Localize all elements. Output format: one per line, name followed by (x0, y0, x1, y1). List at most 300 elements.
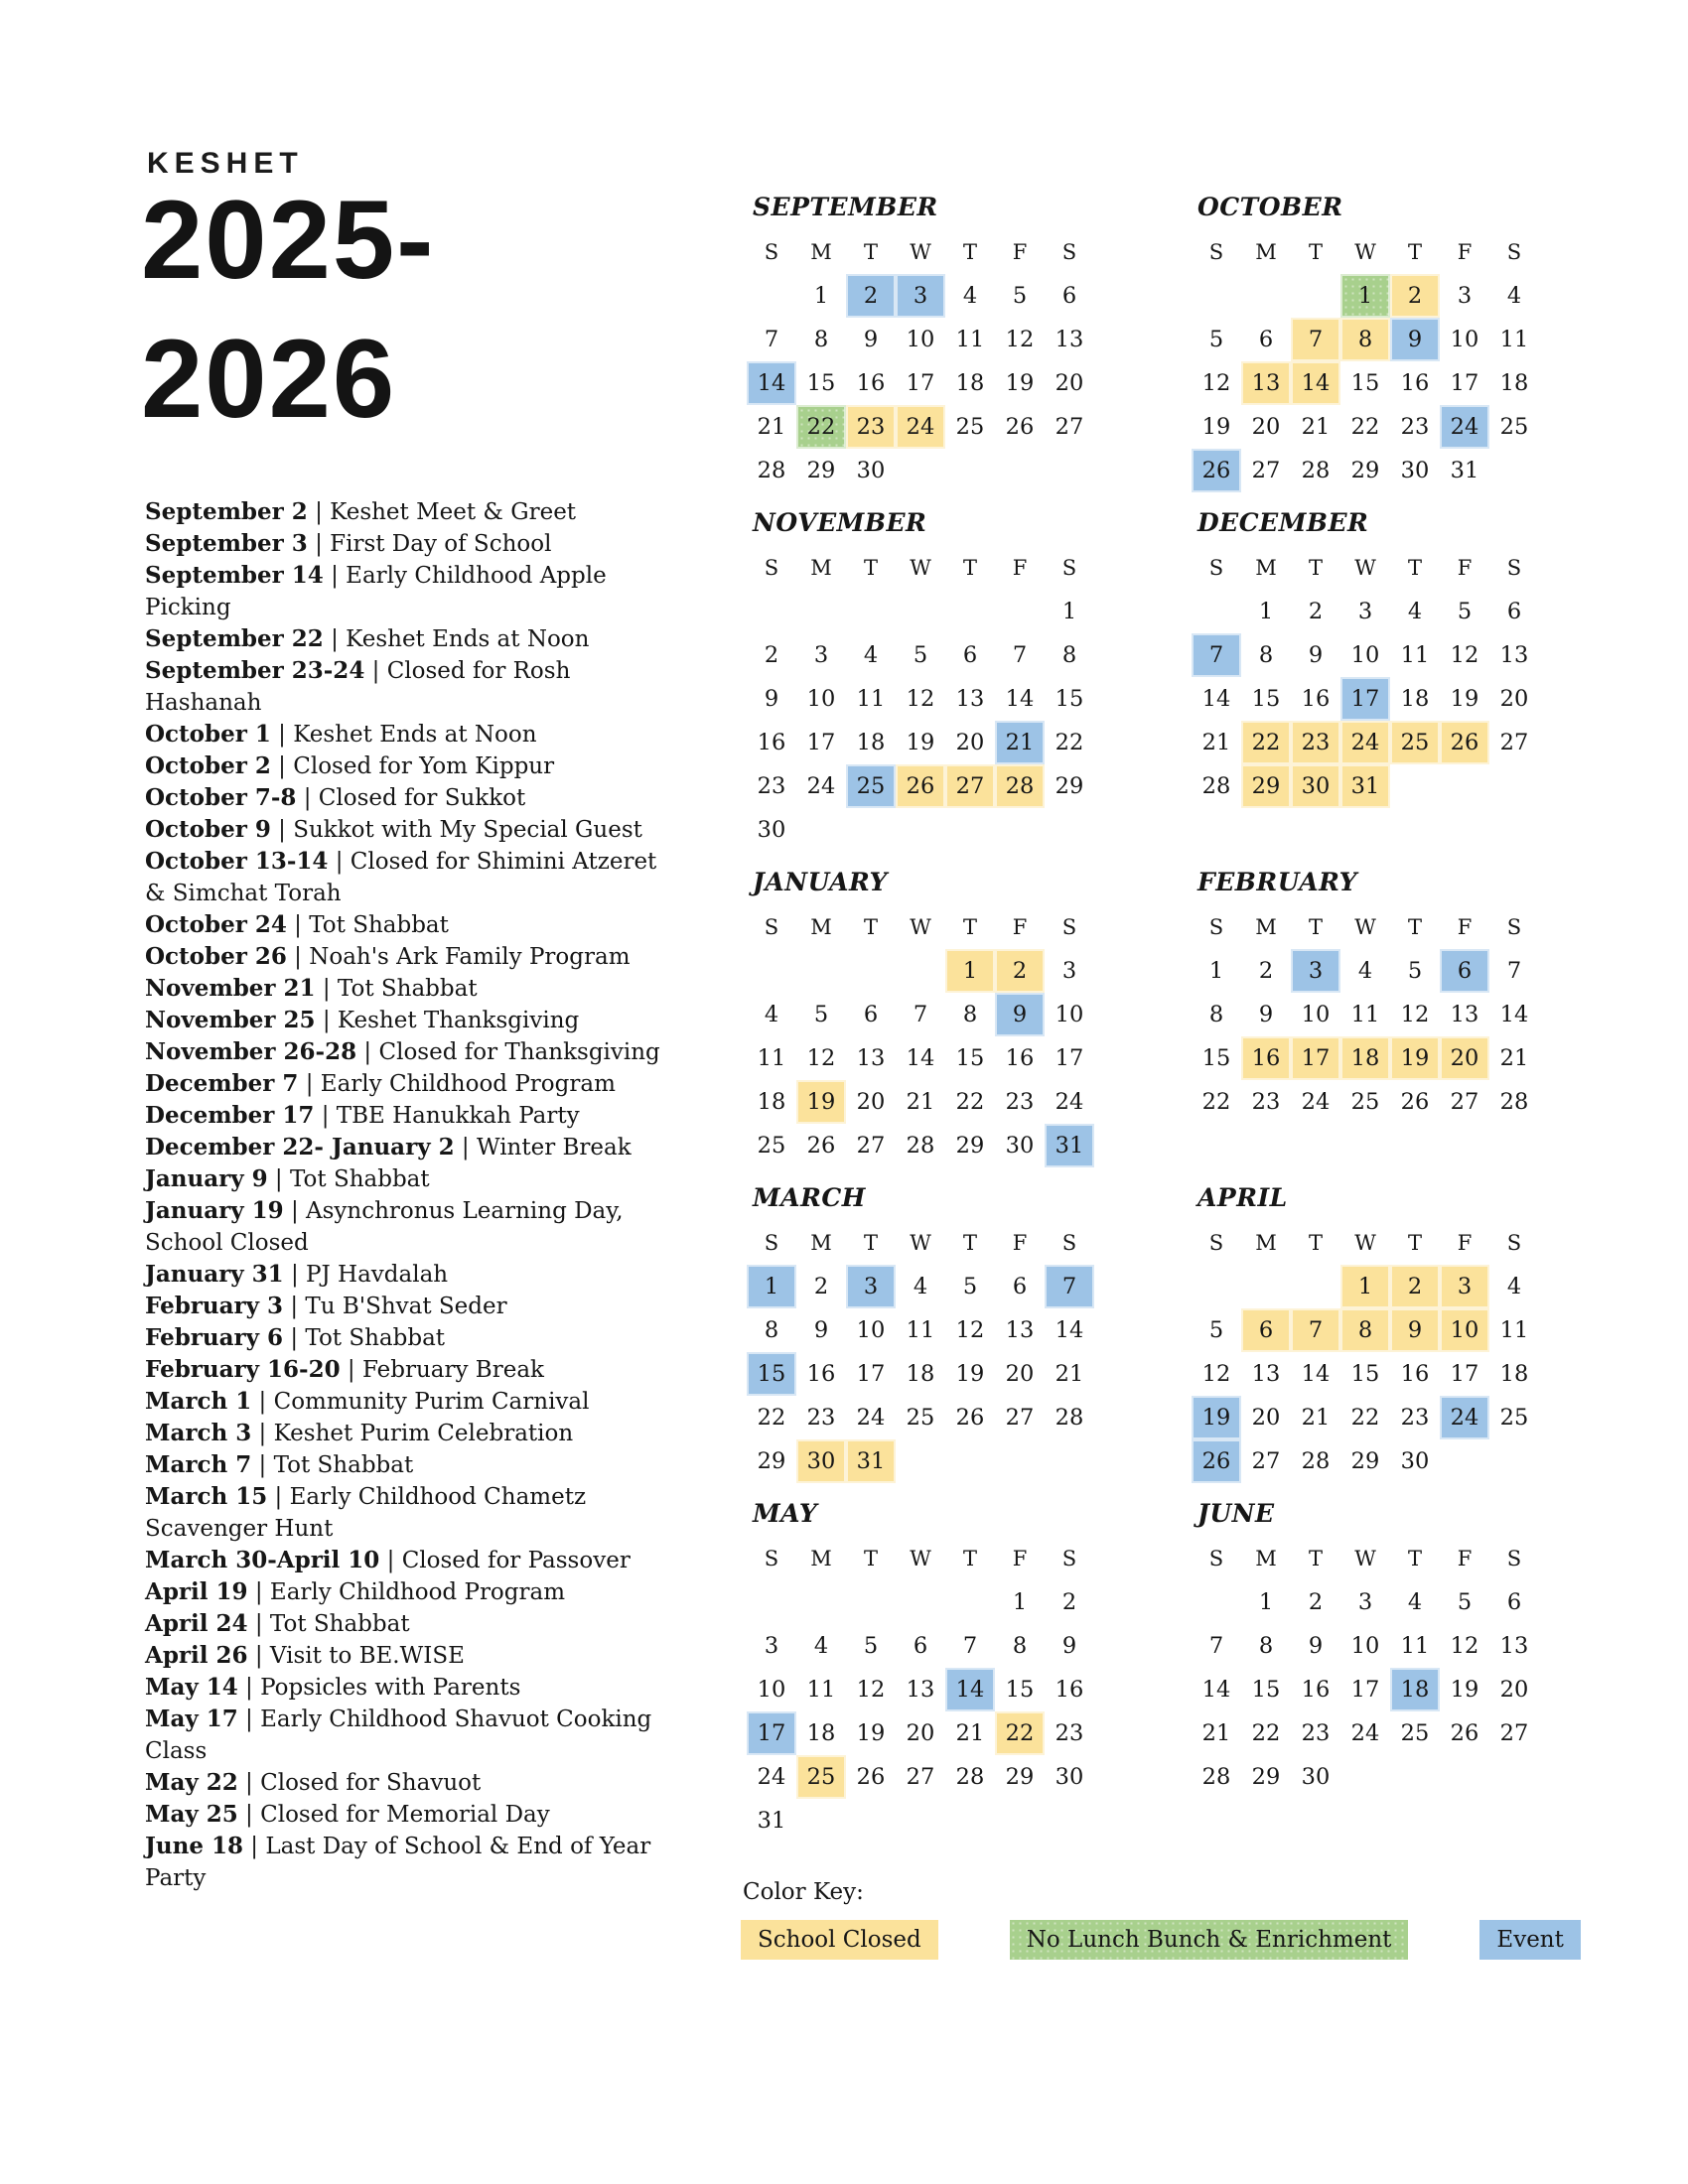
day-cell: 3 (1061, 958, 1077, 984)
event-title: Keshet Thanksgiving (337, 1008, 580, 1033)
event-separator: | (454, 1135, 477, 1160)
calendar-grid (747, 193, 1539, 1843)
month-grid (1192, 905, 1539, 1124)
weekday-header: S (764, 915, 779, 939)
weekday-header: F (1012, 1231, 1028, 1255)
day-cell: 11 (955, 327, 985, 352)
day-cell: 9 (1308, 1633, 1324, 1659)
day-cell: 3 (1291, 949, 1340, 993)
day-cell: 20 (955, 730, 985, 755)
day-cell: 26 (856, 1764, 886, 1790)
event-title: Tu B'Shvat Seder (305, 1294, 507, 1319)
day-cell: 30 (1291, 764, 1340, 808)
month-june (1192, 1499, 1539, 1843)
day-cell: 14 (1201, 686, 1231, 712)
day-cell: 28 (1055, 1405, 1084, 1431)
weekday-header: S (1208, 1547, 1224, 1570)
day-cell: 3 (846, 1265, 896, 1308)
event-date: December 17 (145, 1102, 315, 1129)
weekday-header: S (1506, 1547, 1522, 1570)
event-title: Closed for Passover (401, 1548, 631, 1573)
day-cell: 13 (1055, 327, 1084, 352)
day-cell: 11 (1400, 642, 1430, 668)
day-cell: 13 (1499, 642, 1529, 668)
day-cell: 26 (1005, 414, 1035, 440)
day-cell: 25 (757, 1133, 786, 1159)
weekday-header: M (810, 1231, 832, 1255)
month-grid (747, 1537, 1094, 1843)
day-cell: 21 (1201, 1720, 1231, 1746)
day-cell: 5 (1407, 958, 1423, 984)
weekday-header: M (1255, 1547, 1277, 1570)
day-cell: 8 (1340, 318, 1390, 361)
day-cell: 4 (913, 1274, 928, 1299)
day-cell: 1 (1258, 1589, 1274, 1615)
day-cell: 18 (906, 1361, 935, 1387)
event-separator: | (307, 531, 331, 557)
event-item (145, 1831, 669, 1894)
event-item (145, 1386, 669, 1418)
day-cell: 12 (806, 1045, 836, 1071)
day-cell: 3 (813, 642, 829, 668)
event-date: February 3 (145, 1293, 284, 1319)
event-title: Tot Shabbat (273, 1452, 414, 1478)
event-date: October 26 (145, 943, 287, 970)
weekday-header: T (863, 915, 878, 939)
day-cell: 11 (757, 1045, 786, 1071)
month-grid (747, 1221, 1094, 1483)
weekday-header: T (863, 556, 878, 580)
day-cell: 14 (747, 361, 796, 405)
day-cell: 28 (757, 458, 786, 483)
event-item (145, 1767, 669, 1799)
event-separator: | (340, 1357, 362, 1383)
event-title: Closed for Rosh Hashanah (145, 658, 571, 716)
day-cell: 16 (1241, 1036, 1291, 1080)
day-cell: 19 (796, 1080, 846, 1124)
day-cell: 14 (1201, 1677, 1231, 1703)
day-cell: 30 (757, 817, 786, 843)
event-item (145, 1163, 669, 1195)
empty-cell (796, 1580, 846, 1624)
day-cell: 1 (1258, 599, 1274, 624)
day-cell: 3 (1440, 1265, 1489, 1308)
event-separator: | (270, 753, 294, 779)
day-cell: 10 (757, 1677, 786, 1703)
day-cell: 6 (863, 1002, 879, 1027)
day-cell: 16 (806, 1361, 836, 1387)
day-cell: 24 (806, 773, 836, 799)
event-title: First Day of School (330, 531, 552, 557)
empty-cell (796, 590, 846, 633)
day-cell: 6 (1258, 327, 1274, 352)
day-cell: 9 (1258, 1002, 1274, 1027)
event-title: Early Childhood Program (269, 1579, 566, 1605)
event-title: Early Childhood Shavuot Cooking Class (145, 1706, 652, 1764)
day-cell: 29 (757, 1448, 786, 1474)
event-separator: | (296, 785, 319, 811)
event-date: September 14 (145, 562, 324, 589)
day-cell: 10 (1450, 327, 1479, 352)
event-date: October 7-8 (145, 784, 297, 811)
event-title: PJ Havdalah (306, 1262, 449, 1288)
day-cell: 7 (764, 327, 779, 352)
year-line-2: 2026 (141, 317, 397, 441)
event-title: Closed for Memorial Day (260, 1802, 550, 1828)
event-date: October 24 (145, 911, 287, 938)
month-january (747, 868, 1094, 1167)
event-item (145, 528, 669, 560)
day-cell: 28 (995, 764, 1045, 808)
event-item (145, 1005, 669, 1036)
day-cell: 20 (856, 1089, 886, 1115)
day-cell: 23 (1400, 1405, 1430, 1431)
event-date: September 3 (145, 530, 308, 557)
day-cell: 27 (1005, 1405, 1035, 1431)
event-title: Keshet Meet & Greet (330, 499, 577, 525)
event-title: Tot Shabbat (337, 976, 478, 1002)
day-cell: 8 (1258, 1633, 1274, 1659)
day-cell: 21 (1301, 1405, 1331, 1431)
weekday-header: F (1457, 556, 1473, 580)
day-cell: 10 (906, 327, 935, 352)
empty-cell (945, 590, 995, 633)
empty-cell (896, 1580, 945, 1624)
day-cell: 1 (1340, 1265, 1390, 1308)
event-date: December 22- January 2 (145, 1134, 455, 1160)
day-cell: 14 (945, 1668, 995, 1711)
day-cell: 16 (856, 370, 886, 396)
day-cell: 21 (1055, 1361, 1084, 1387)
weekday-header: S (1061, 240, 1077, 264)
event-date: May 25 (145, 1801, 238, 1828)
day-cell: 3 (1457, 283, 1473, 309)
event-title: Early Childhood Program (320, 1071, 616, 1097)
empty-cell (1192, 590, 1241, 633)
day-cell: 31 (757, 1808, 786, 1834)
day-cell: 21 (1201, 730, 1231, 755)
day-cell: 6 (913, 1633, 928, 1659)
day-cell: 30 (1055, 1764, 1084, 1790)
weekday-header: T (863, 1231, 878, 1255)
empty-cell (1192, 1580, 1241, 1624)
month-title: JANUARY (753, 868, 888, 896)
day-cell: 10 (1301, 1002, 1331, 1027)
day-cell: 27 (1251, 1448, 1281, 1474)
day-cell: 30 (856, 458, 886, 483)
month-title: NOVEMBER (753, 508, 927, 537)
event-separator: | (364, 658, 387, 684)
day-cell: 18 (757, 1089, 786, 1115)
day-cell: 23 (1055, 1720, 1084, 1746)
month-title: OCTOBER (1197, 193, 1343, 221)
event-title: Keshet Ends at Noon (346, 626, 590, 652)
day-cell: 8 (1258, 642, 1274, 668)
event-item (145, 1259, 669, 1291)
day-cell: 14 (906, 1045, 935, 1071)
weekday-header: S (1061, 915, 1077, 939)
month-grid (747, 905, 1094, 1167)
day-cell: 4 (1357, 958, 1373, 984)
weekday-header: M (1255, 240, 1277, 264)
weekday-header: S (1208, 240, 1224, 264)
event-title: Tot Shabbat (269, 1611, 410, 1637)
event-separator: | (307, 499, 331, 525)
day-cell: 22 (1241, 721, 1291, 764)
day-cell: 15 (1251, 686, 1281, 712)
day-cell: 30 (1400, 1448, 1430, 1474)
color-key (741, 1920, 1581, 1960)
day-cell: 27 (1499, 730, 1529, 755)
day-cell: 4 (1407, 599, 1423, 624)
day-cell: 29 (1350, 458, 1380, 483)
day-cell: 23 (806, 1405, 836, 1431)
day-cell: 29 (1241, 764, 1291, 808)
event-item (145, 1132, 669, 1163)
day-cell: 23 (757, 773, 786, 799)
day-cell: 31 (1340, 764, 1390, 808)
weekday-header: W (910, 915, 931, 939)
event-item (145, 1608, 669, 1640)
event-date: March 30-April 10 (145, 1547, 380, 1573)
event-item (145, 1545, 669, 1576)
weekday-header: M (810, 240, 832, 264)
event-title: Early Childhood Apple Picking (145, 563, 607, 620)
day-cell: 25 (1350, 1089, 1380, 1115)
event-item (145, 1799, 669, 1831)
event-title: Sukkot with My Special Guest (293, 817, 642, 843)
day-cell: 26 (1450, 1720, 1479, 1746)
event-separator: | (242, 1834, 266, 1859)
day-cell: 20 (1499, 1677, 1529, 1703)
empty-cell (1291, 1265, 1340, 1308)
empty-cell (1241, 274, 1291, 318)
weekday-header: T (962, 1231, 977, 1255)
event-separator: | (283, 1325, 306, 1351)
day-cell: 15 (747, 1352, 796, 1396)
day-cell: 28 (955, 1764, 985, 1790)
event-title: Keshet Ends at Noon (293, 722, 537, 748)
empty-cell (1241, 1265, 1291, 1308)
weekday-header: M (1255, 556, 1277, 580)
day-cell: 7 (1291, 318, 1340, 361)
day-cell: 27 (1055, 414, 1084, 440)
empty-cell (846, 590, 896, 633)
day-cell: 19 (906, 730, 935, 755)
day-cell: 19 (1201, 414, 1231, 440)
weekday-header: M (810, 556, 832, 580)
month-march (747, 1183, 1094, 1483)
day-cell: 25 (796, 1755, 846, 1799)
weekday-header: M (810, 915, 832, 939)
day-cell: 26 (1440, 721, 1489, 764)
day-cell: 4 (1506, 1274, 1522, 1299)
event-item (145, 655, 669, 719)
weekday-header: S (1061, 556, 1077, 580)
day-cell: 19 (1192, 1396, 1241, 1439)
weekday-header: F (1457, 915, 1473, 939)
event-separator: | (247, 1643, 270, 1669)
weekday-header: T (863, 240, 878, 264)
event-title: Tot Shabbat (290, 1166, 430, 1192)
event-separator: | (328, 849, 351, 875)
day-cell: 15 (955, 1045, 985, 1071)
event-title: Closed for Thanksgiving (378, 1039, 660, 1065)
event-date: April 26 (145, 1642, 248, 1669)
event-title: Winter Break (476, 1135, 632, 1160)
event-date: March 3 (145, 1420, 252, 1446)
event-date: September 2 (145, 498, 308, 525)
day-cell: 12 (856, 1677, 886, 1703)
event-title: Noah's Ark Family Program (309, 944, 631, 970)
day-cell: 8 (813, 327, 829, 352)
key-swatch-nlb: No Lunch Bunch & Enrichment (1010, 1920, 1409, 1960)
weekday-header: T (1308, 1231, 1323, 1255)
weekday-header: S (1208, 915, 1224, 939)
day-cell: 1 (1340, 274, 1390, 318)
day-cell: 18 (1390, 1668, 1440, 1711)
day-cell: 22 (955, 1089, 985, 1115)
empty-cell (747, 1580, 796, 1624)
day-cell: 24 (1340, 721, 1390, 764)
weekday-header: S (764, 1231, 779, 1255)
day-cell: 12 (1450, 642, 1479, 668)
day-cell: 25 (846, 764, 896, 808)
event-date: October 1 (145, 721, 271, 748)
day-cell: 1 (945, 949, 995, 993)
day-cell: 22 (757, 1405, 786, 1431)
day-cell: 4 (962, 283, 978, 309)
event-separator: | (247, 1579, 270, 1605)
color-key-label: Color Key: (743, 1879, 864, 1905)
weekday-header: T (1407, 915, 1422, 939)
day-cell: 18 (806, 1720, 836, 1746)
day-cell: 26 (806, 1133, 836, 1159)
day-cell: 13 (856, 1045, 886, 1071)
event-separator: | (270, 817, 294, 843)
event-date: January 31 (145, 1261, 284, 1288)
day-cell: 4 (764, 1002, 779, 1027)
month-november (747, 508, 1094, 852)
day-cell: 29 (1251, 1764, 1281, 1790)
event-date: April 19 (145, 1578, 248, 1605)
day-cell: 27 (1499, 1720, 1529, 1746)
day-cell: 7 (1192, 633, 1241, 677)
event-separator: | (379, 1548, 402, 1573)
day-cell: 9 (813, 1317, 829, 1343)
event-separator: | (237, 1770, 261, 1796)
month-title: SEPTEMBER (753, 193, 938, 221)
event-separator: | (247, 1611, 270, 1637)
event-item (145, 1418, 669, 1449)
empty-cell (846, 1580, 896, 1624)
weekday-header: W (910, 1231, 931, 1255)
day-cell: 2 (1390, 1265, 1440, 1308)
day-cell: 15 (1350, 1361, 1380, 1387)
day-cell: 20 (906, 1720, 935, 1746)
event-date: March 1 (145, 1388, 252, 1415)
empty-cell (747, 274, 796, 318)
day-cell: 6 (1012, 1274, 1028, 1299)
day-cell: 18 (955, 370, 985, 396)
month-title: MAY (753, 1499, 818, 1528)
weekday-header: F (1012, 556, 1028, 580)
weekday-header: F (1012, 915, 1028, 939)
event-item (145, 1068, 669, 1100)
event-separator: | (251, 1389, 274, 1415)
day-cell: 18 (856, 730, 886, 755)
day-cell: 10 (856, 1317, 886, 1343)
event-date: March 7 (145, 1451, 252, 1478)
day-cell: 4 (813, 1633, 829, 1659)
day-cell: 10 (1350, 1633, 1380, 1659)
weekday-header: S (764, 556, 779, 580)
day-cell: 30 (1005, 1133, 1035, 1159)
day-cell: 8 (1340, 1308, 1390, 1352)
page-title (141, 171, 435, 449)
day-cell: 7 (1208, 1633, 1224, 1659)
day-cell: 28 (1201, 1764, 1231, 1790)
event-item (145, 1322, 669, 1354)
day-cell: 25 (1499, 414, 1529, 440)
event-title: Visit to BE.WISE (269, 1643, 465, 1669)
day-cell: 2 (846, 274, 896, 318)
event-date: October 2 (145, 752, 271, 779)
event-item (145, 941, 669, 973)
month-title: MARCH (753, 1183, 866, 1212)
month-september (747, 193, 1094, 492)
day-cell: 11 (1350, 1002, 1380, 1027)
day-cell: 27 (1450, 1089, 1479, 1115)
day-cell: 29 (1005, 1764, 1035, 1790)
event-item (145, 909, 669, 941)
event-title: Early Childhood Chametz Scavenger Hunt (145, 1484, 587, 1542)
event-title: Asynchronus Learning Day, School Closed (145, 1198, 624, 1256)
event-date: September 23-24 (145, 657, 365, 684)
day-cell: 12 (1005, 327, 1035, 352)
day-cell: 21 (955, 1720, 985, 1746)
weekday-header: W (1354, 1231, 1376, 1255)
event-title: Closed for Shimini Atzeret & Simchat Torah (145, 849, 657, 906)
weekday-header: F (1012, 240, 1028, 264)
day-cell: 11 (1499, 327, 1529, 352)
day-cell: 21 (1499, 1045, 1529, 1071)
day-cell: 8 (764, 1317, 779, 1343)
day-cell: 7 (1291, 1308, 1340, 1352)
event-date: February 6 (145, 1324, 284, 1351)
weekday-header: W (1354, 915, 1376, 939)
day-cell: 24 (896, 405, 945, 449)
day-cell: 24 (1350, 1720, 1380, 1746)
weekday-header: S (1061, 1547, 1077, 1570)
day-cell: 1 (1061, 599, 1077, 624)
month-grid (1192, 1537, 1539, 1799)
empty-cell (747, 949, 796, 993)
month-april (1192, 1183, 1539, 1483)
month-grid (747, 546, 1094, 852)
day-cell: 6 (1506, 599, 1522, 624)
day-cell: 12 (1201, 370, 1231, 396)
key-swatch-closed: School Closed (741, 1920, 938, 1960)
weekday-header: T (863, 1547, 878, 1570)
day-cell: 24 (1055, 1089, 1084, 1115)
event-date: May 17 (145, 1706, 238, 1732)
day-cell: 22 (1055, 730, 1084, 755)
event-date: February 16-20 (145, 1356, 341, 1383)
day-cell: 28 (906, 1133, 935, 1159)
event-title: Closed for Yom Kippur (293, 753, 555, 779)
weekday-header: F (1457, 1547, 1473, 1570)
